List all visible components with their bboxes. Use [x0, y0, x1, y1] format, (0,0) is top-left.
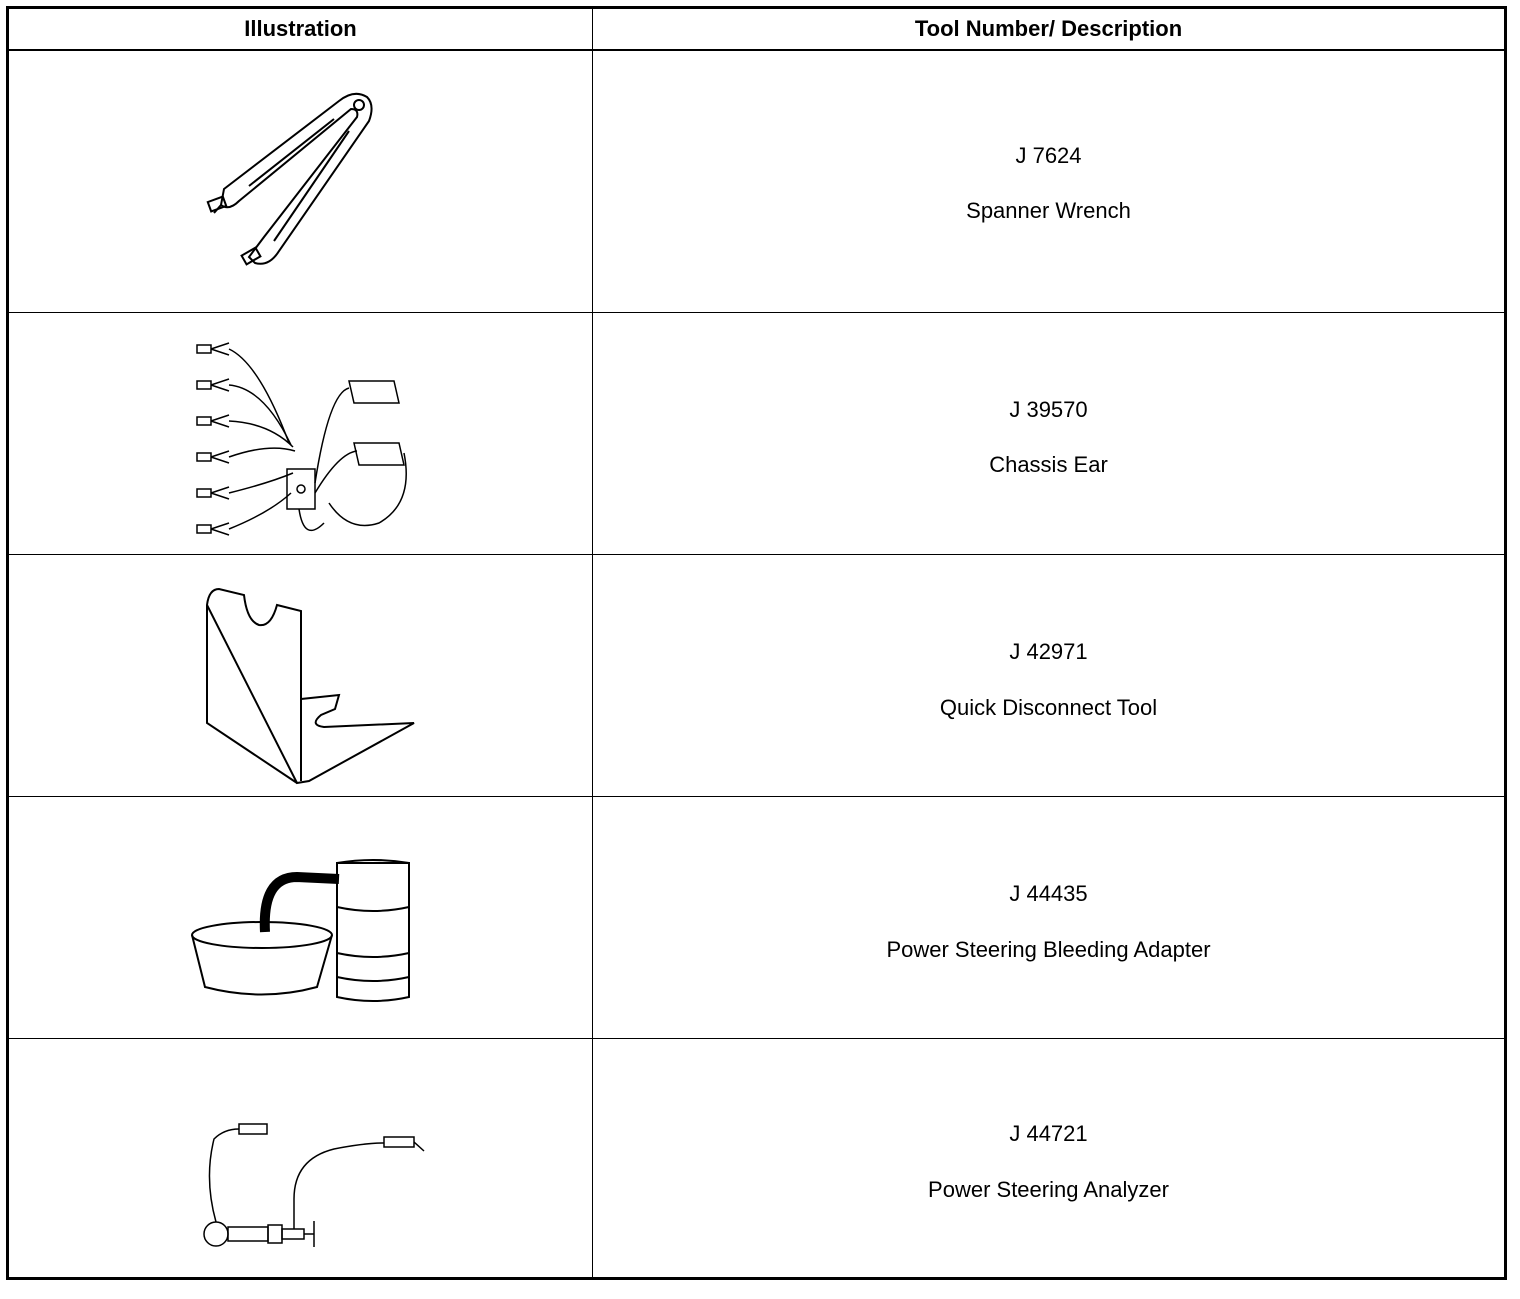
- description-cell: [593, 555, 1504, 796]
- tool-name: Power Steering Bleeding Adapter: [886, 937, 1211, 962]
- tool-name: Spanner Wrench: [966, 198, 1131, 223]
- table-row: [9, 797, 1504, 1039]
- bleeding-adapter-illustration: [9, 797, 592, 1038]
- table-header: [9, 9, 1504, 51]
- header-illustration: Illustration: [244, 16, 357, 41]
- description-cell: [593, 797, 1504, 1038]
- chassis-ear-illustration: [9, 313, 592, 554]
- tool-number: J 44435: [1009, 881, 1088, 906]
- description-cell: [593, 1039, 1504, 1277]
- tool-number: J 44721: [1009, 1121, 1088, 1146]
- description-cell: [593, 313, 1504, 554]
- quick-disconnect-tool-illustration: [9, 555, 592, 796]
- tool-name: Chassis Ear: [989, 452, 1108, 477]
- description-cell: [593, 51, 1504, 312]
- spanner-wrench-illustration: [9, 51, 592, 312]
- table-row: [9, 313, 1504, 555]
- header-description: Tool Number/ Description: [914, 16, 1183, 41]
- table-row: [9, 51, 1504, 313]
- power-steering-analyzer-illustration: [9, 1039, 592, 1277]
- tool-number: J 42971: [1009, 639, 1088, 664]
- tool-number: J 39570: [1009, 397, 1088, 422]
- tool-number: J 7624: [1015, 143, 1082, 168]
- tool-table: [6, 6, 1507, 1280]
- tool-name: Quick Disconnect Tool: [939, 695, 1158, 720]
- table-row: [9, 555, 1504, 797]
- table-row: [9, 1039, 1504, 1277]
- tool-name: Power Steering Analyzer: [928, 1177, 1169, 1202]
